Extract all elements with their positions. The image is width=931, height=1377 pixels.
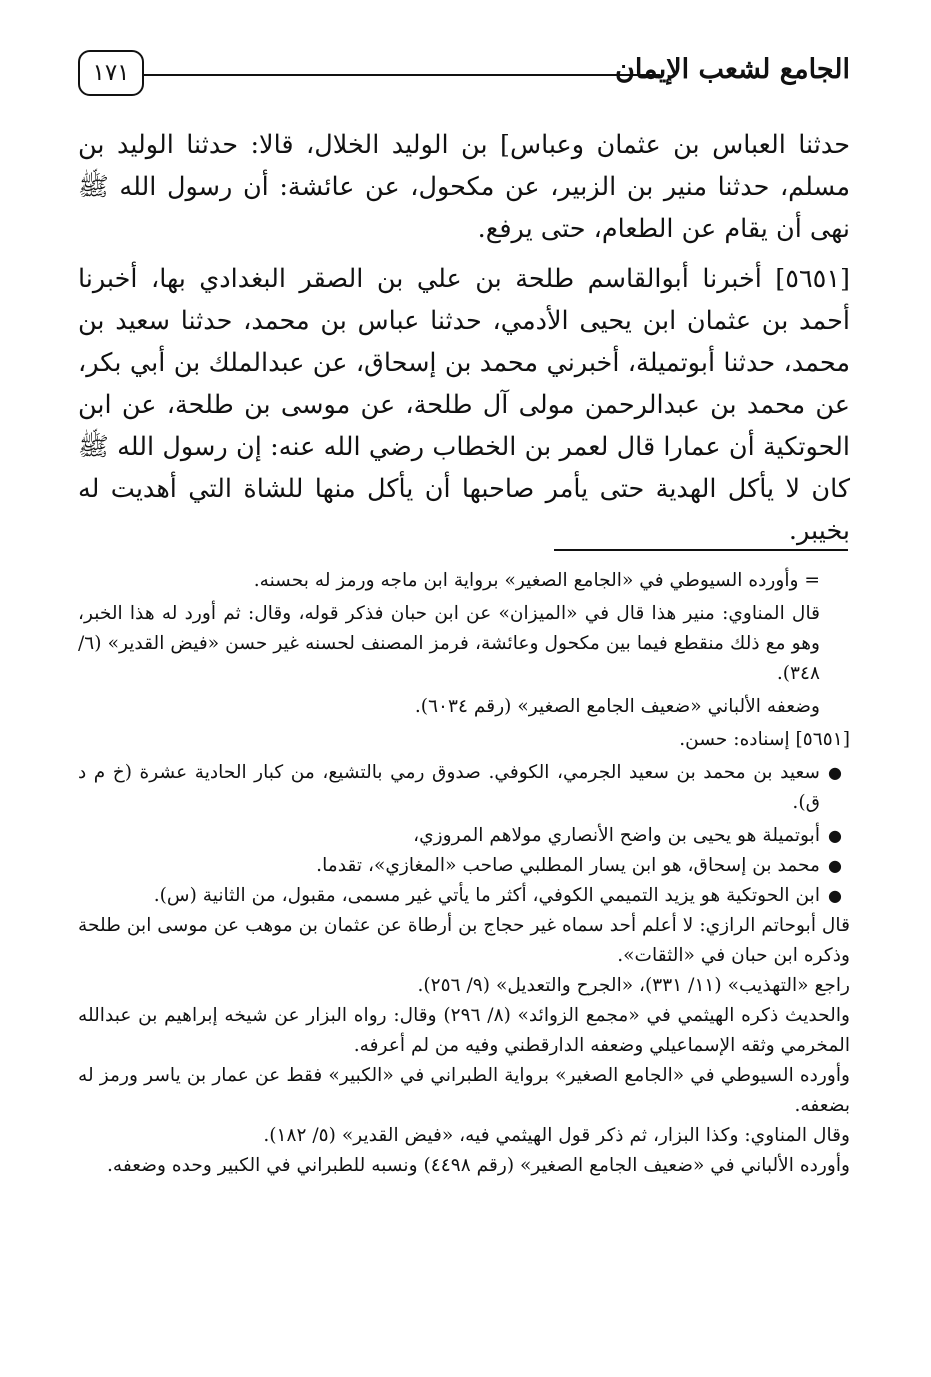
footnote-bullet bbox=[78, 821, 850, 851]
footnote-bullet bbox=[78, 881, 850, 911]
main-paragraph: [٥٦٥١] أخبرنا أبوالقاسم طلحة بن علي بن الصقر البغدادي بها، أخبرنا أحمد بن عثمان ابن يحيى الأدمي، حدثنا عباس بن محمد، حدثنا سعيد بن محمد، حدثنا أبوتميلة، أخبرني محمد بن إسحاق، عن عبدالملك بن أبي بكر، عن محمد بن عبدالرحمن مولى آل طلحة، عن موسى بن طلحة، عن ابن الحوتكية أن عمارا قال لعمر بن الخطاب رضي الله عنه: إن رسول الله ﷺ كان لا يأكل الهدية حتى يأمر صاحبها أن يأكل منها للشاة التي أهديت له بخيبر. bbox=[78, 264, 850, 546]
footnote-line: = وأورده السيوطي في «الجامع الصغير» برواية ابن ماجه ورمز له بحسنه. bbox=[253, 570, 820, 591]
footnote-line: راجع «التهذيب» (١١/ ٣٣١)، «الجرح والتعديل» (٩/ ٢٥٦). bbox=[417, 975, 850, 996]
footnote-heading: [٥٦٥١] إسناده: حسن. bbox=[679, 729, 850, 750]
footnote-bullet-text: سعيد بن محمد بن سعيد الجرمي، الكوفي. صدوق رمي بالتشيع، من كبار الحادية عشرة (خ م د ق). bbox=[78, 762, 820, 813]
header-rule bbox=[142, 74, 660, 76]
footnote-separator bbox=[554, 549, 848, 551]
bullet-icon: ● bbox=[828, 886, 842, 905]
page-header bbox=[78, 48, 850, 104]
footnote-line: وأورده السيوطي في «الجامع الصغير» برواية الطبراني في «الكبير» فقط عن عمار بن ياسر ورمز له بضعفه. bbox=[78, 1065, 850, 1116]
footnote-bullet-text: أبوتميلة هو يحيى بن واضح الأنصاري مولاهم المروزي، bbox=[413, 825, 820, 846]
footnote-line: قال أبوحاتم الرازي: لا أعلم أحد سماه غير حجاج بن أرطاة عن عثمان بن موهب عن موسى ابن طلحة وذكره ابن حبان في «الثقات». bbox=[78, 915, 850, 966]
footnote-line: قال المناوي: منير هذا قال في «الميزان» عن ابن حبان فذكر قوله، وقال: ثم أورد له هذا الخبر، وهو مع ذلك منقطع فيما بين مكحول وعائشة، فرمز المصنف لحسنه غير حسن «فيض القدير» (٦/ ٣٤٨). bbox=[78, 603, 820, 684]
bullet-icon: ● bbox=[828, 763, 842, 782]
footnote-bullet bbox=[78, 851, 850, 881]
footnotes bbox=[78, 566, 850, 1181]
footnote-line: وأورده الألباني في «ضعيف الجامع الصغير» (رقم ٤٤٩٨) ونسبه للطبراني في الكبير وحده وضعفه. bbox=[106, 1155, 850, 1176]
footnote-bullet-text: ابن الحوتكية هو يزيد التميمي الكوفي، أكثر ما يأتي غير مسمى، مقبول، من الثانية (س). bbox=[153, 885, 820, 906]
running-title: الجامع لشعب الإيمان bbox=[615, 54, 850, 85]
footnote-bullet bbox=[78, 758, 850, 818]
footnote-line: وضعفه الألباني «ضعيف الجامع الصغير» (رقم ٦٠٣٤). bbox=[414, 696, 820, 717]
footnote-line: والحديث ذكره الهيثمي في «مجمع الزوائد» (٨/ ٢٩٦) وقال: رواه البزار عن شيخه إبراهيم بن عبدالله المخرمي وثقه الإسماعيلي وضعفه الدارقطني وفيه من لم أعرفه. bbox=[78, 1005, 850, 1056]
page-number-box: ١٧١ bbox=[78, 50, 144, 96]
footnote-bullet-text: محمد بن إسحاق، هو ابن يسار المطلبي صاحب «المغازي»، تقدما. bbox=[316, 855, 820, 876]
bullet-icon: ● bbox=[828, 856, 842, 875]
bullet-icon: ● bbox=[828, 826, 842, 845]
main-paragraph: حدثنا العباس بن عثمان وعباس] بن الوليد الخلال، قالا: حدثنا الوليد بن مسلم، حدثنا منير بن الزبير، عن مكحول، عن عائشة: أن رسول الله ﷺ نهى أن يقام عن الطعام، حتى يرفع. bbox=[78, 130, 850, 244]
main-text bbox=[78, 124, 850, 552]
footnote-line: وقال المناوي: وكذا البزار، ثم ذكر قول الهيثمي فيه، «فيض القدير» (٥/ ١٨٢). bbox=[263, 1125, 850, 1146]
